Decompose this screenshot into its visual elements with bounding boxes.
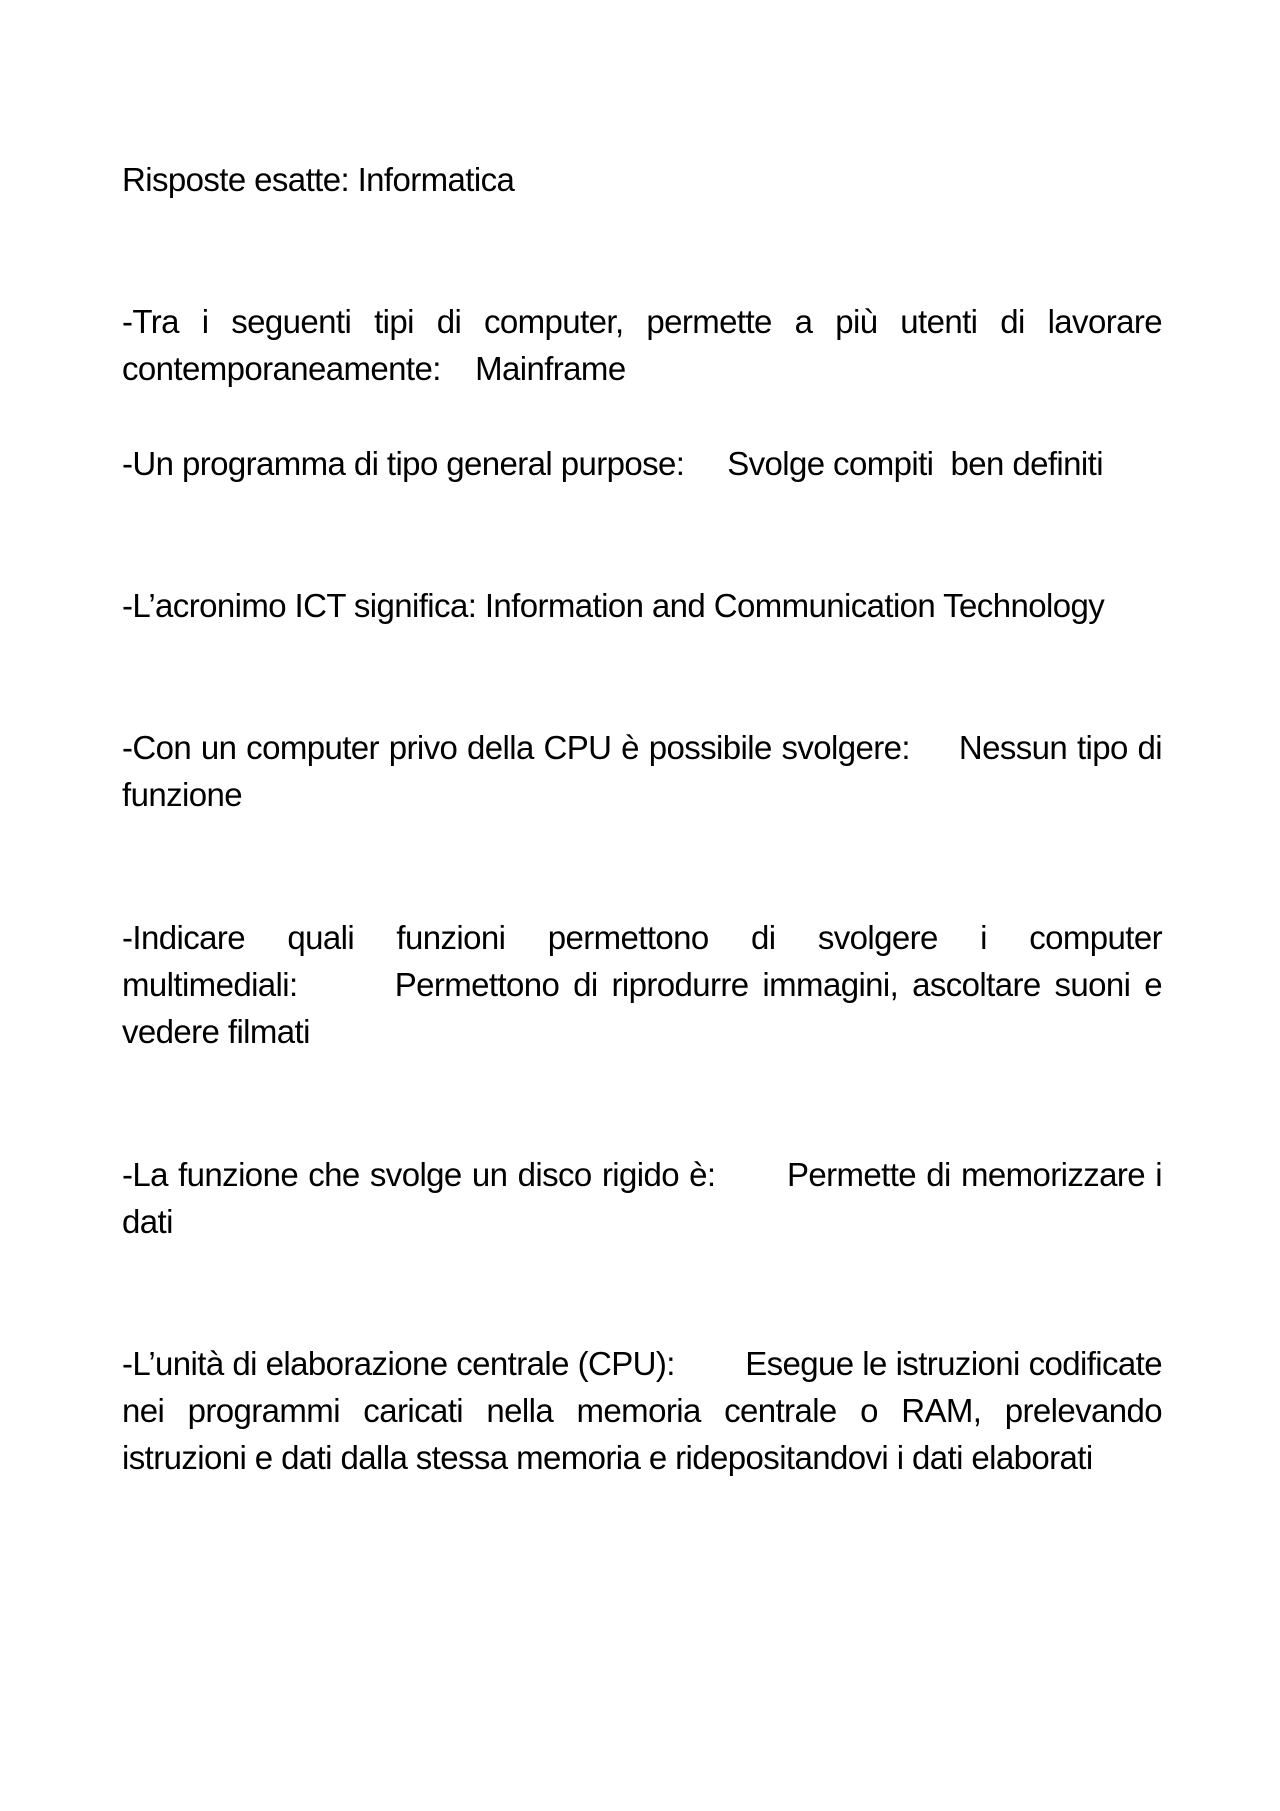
qa-item: [122, 582, 1162, 629]
answer-text: Permettono di riprodurre immagini, ascoltare suoni e vedere filmati: [122, 966, 1171, 1050]
qa-item: [122, 440, 1162, 487]
question-text: -L’unità di elaborazione centrale (CPU):: [122, 1345, 675, 1382]
answer-text: Esegue le istruzioni codificate nei programmi caricati nella memoria centrale o RAM, prelevando istruzioni e dati dalla stessa memoria e ridepositandovi i dati elaborati: [122, 1345, 1171, 1476]
question-text: -L’acronimo ICT significa:: [122, 587, 477, 624]
question-text: -Un programma di tipo general purpose:: [122, 445, 685, 482]
qa-item: [122, 1340, 1171, 1481]
qa-item: [122, 724, 1171, 818]
answer-text: Nessun tipo di funzione: [122, 729, 1171, 813]
qa-item: [122, 298, 1171, 392]
answer-text: Permette di memorizzare i dati: [122, 1156, 1171, 1240]
question-text: -Indicare quali funzioni permettono di svolgere i computer multimediali:: [122, 919, 1171, 1003]
answer-text: Mainframe: [475, 350, 626, 387]
question-text: -Con un computer privo della CPU è possibile svolgere:: [122, 729, 910, 766]
document-title: Risposte esatte: Informatica: [122, 161, 515, 198]
answer-text: Information and Communication Technology: [484, 587, 1105, 624]
qa-item: [122, 1151, 1171, 1245]
answer-text: Svolge compiti ben definiti: [727, 445, 1103, 482]
qa-item: [122, 914, 1171, 1055]
question-text: -Tra i seguenti tipi di computer, permette a più utenti di lavorare contemporaneamente:: [122, 303, 1171, 387]
question-text: -La funzione che svolge un disco rigido è:: [122, 1156, 716, 1193]
